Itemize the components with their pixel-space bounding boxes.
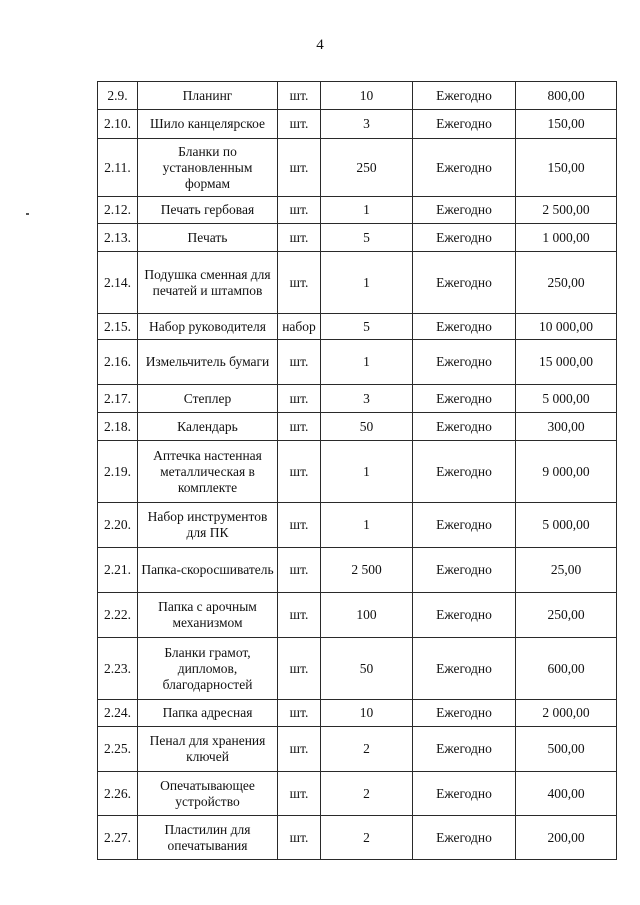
row-number-cell: 2.26. <box>98 772 138 816</box>
quantity-cell: 5 <box>321 314 413 340</box>
unit-cell: шт. <box>278 772 321 816</box>
price-cell: 9 000,00 <box>516 441 617 503</box>
table-row <box>98 197 617 224</box>
row-number-cell: 2.22. <box>98 593 138 638</box>
frequency-cell: Ежегодно <box>413 110 516 139</box>
item-name-cell: Аптечка настенная металлическая в комплекте <box>138 441 278 503</box>
quantity-cell: 1 <box>321 197 413 224</box>
unit-cell: шт. <box>278 413 321 441</box>
frequency-cell: Ежегодно <box>413 816 516 860</box>
unit-cell: шт. <box>278 110 321 139</box>
price-cell: 300,00 <box>516 413 617 441</box>
price-cell: 15 000,00 <box>516 340 617 385</box>
row-number-cell: 2.20. <box>98 503 138 548</box>
unit-cell: шт. <box>278 224 321 252</box>
price-cell: 200,00 <box>516 816 617 860</box>
item-name-cell: Папка-скоросшиватель <box>138 548 278 593</box>
frequency-cell: Ежегодно <box>413 503 516 548</box>
quantity-cell: 100 <box>321 593 413 638</box>
quantity-cell: 2 500 <box>321 548 413 593</box>
row-number-cell: 2.14. <box>98 252 138 314</box>
row-number-cell: 2.17. <box>98 385 138 413</box>
frequency-cell: Ежегодно <box>413 385 516 413</box>
row-number-cell: 2.24. <box>98 700 138 727</box>
table-row <box>98 314 617 340</box>
frequency-cell: Ежегодно <box>413 314 516 340</box>
unit-cell: шт. <box>278 593 321 638</box>
row-number-cell: 2.19. <box>98 441 138 503</box>
table-row <box>98 224 617 252</box>
price-cell: 600,00 <box>516 638 617 700</box>
frequency-cell: Ежегодно <box>413 548 516 593</box>
table-row <box>98 638 617 700</box>
row-number-cell: 2.11. <box>98 139 138 197</box>
table-row <box>98 700 617 727</box>
frequency-cell: Ежегодно <box>413 638 516 700</box>
quantity-cell: 3 <box>321 385 413 413</box>
table-row <box>98 727 617 772</box>
frequency-cell: Ежегодно <box>413 700 516 727</box>
unit-cell: шт. <box>278 816 321 860</box>
table-row <box>98 82 617 110</box>
page-number: 4 <box>316 37 324 53</box>
unit-cell: шт. <box>278 700 321 727</box>
row-number-cell: 2.27. <box>98 816 138 860</box>
price-cell: 10 000,00 <box>516 314 617 340</box>
unit-cell: шт. <box>278 548 321 593</box>
table-row <box>98 816 617 860</box>
table-row <box>98 772 617 816</box>
item-name-cell: Папка с арочным механизмом <box>138 593 278 638</box>
quantity-cell: 3 <box>321 110 413 139</box>
row-number-cell: 2.10. <box>98 110 138 139</box>
frequency-cell: Ежегодно <box>413 593 516 638</box>
unit-cell: шт. <box>278 197 321 224</box>
table-row <box>98 139 617 197</box>
quantity-cell: 1 <box>321 340 413 385</box>
price-cell: 5 000,00 <box>516 503 617 548</box>
frequency-cell: Ежегодно <box>413 197 516 224</box>
item-name-cell: Планинг <box>138 82 278 110</box>
quantity-cell: 50 <box>321 413 413 441</box>
row-number-cell: 2.15. <box>98 314 138 340</box>
item-name-cell: Измельчитель бумаги <box>138 340 278 385</box>
quantity-cell: 1 <box>321 252 413 314</box>
table-row <box>98 413 617 441</box>
price-cell: 250,00 <box>516 252 617 314</box>
unit-cell: шт. <box>278 340 321 385</box>
quantity-cell: 10 <box>321 82 413 110</box>
unit-cell: шт. <box>278 82 321 110</box>
row-number-cell: 2.23. <box>98 638 138 700</box>
quantity-cell: 2 <box>321 727 413 772</box>
table-row <box>98 340 617 385</box>
item-name-cell: Набор руководителя <box>138 314 278 340</box>
unit-cell: шт. <box>278 139 321 197</box>
unit-cell: шт. <box>278 727 321 772</box>
unit-cell: шт. <box>278 385 321 413</box>
scan-speck <box>26 213 29 215</box>
item-name-cell: Пластилин для опечатывания <box>138 816 278 860</box>
quantity-cell: 50 <box>321 638 413 700</box>
price-cell: 25,00 <box>516 548 617 593</box>
frequency-cell: Ежегодно <box>413 224 516 252</box>
row-number-cell: 2.25. <box>98 727 138 772</box>
row-number-cell: 2.12. <box>98 197 138 224</box>
item-name-cell: Печать <box>138 224 278 252</box>
quantity-cell: 1 <box>321 441 413 503</box>
item-name-cell: Подушка сменная для печатей и штампов <box>138 252 278 314</box>
item-name-cell: Степлер <box>138 385 278 413</box>
price-cell: 250,00 <box>516 593 617 638</box>
row-number-cell: 2.13. <box>98 224 138 252</box>
price-cell: 150,00 <box>516 110 617 139</box>
frequency-cell: Ежегодно <box>413 772 516 816</box>
frequency-cell: Ежегодно <box>413 413 516 441</box>
table-row <box>98 110 617 139</box>
table-row <box>98 548 617 593</box>
table-body <box>98 82 617 860</box>
price-cell: 2 500,00 <box>516 197 617 224</box>
table-row <box>98 252 617 314</box>
price-cell: 5 000,00 <box>516 385 617 413</box>
unit-cell: шт. <box>278 638 321 700</box>
item-name-cell: Бланки по установленным формам <box>138 139 278 197</box>
row-number-cell: 2.16. <box>98 340 138 385</box>
item-name-cell: Опечатывающее устройство <box>138 772 278 816</box>
table-row <box>98 503 617 548</box>
table-row <box>98 385 617 413</box>
supplies-table <box>97 81 617 860</box>
row-number-cell: 2.18. <box>98 413 138 441</box>
item-name-cell: Бланки грамот, дипломов, благодарностей <box>138 638 278 700</box>
unit-cell: шт. <box>278 252 321 314</box>
quantity-cell: 10 <box>321 700 413 727</box>
frequency-cell: Ежегодно <box>413 441 516 503</box>
quantity-cell: 2 <box>321 772 413 816</box>
price-cell: 1 000,00 <box>516 224 617 252</box>
price-cell: 2 000,00 <box>516 700 617 727</box>
item-name-cell: Пенал для хранения ключей <box>138 727 278 772</box>
quantity-cell: 1 <box>321 503 413 548</box>
unit-cell: набор <box>278 314 321 340</box>
frequency-cell: Ежегодно <box>413 340 516 385</box>
quantity-cell: 2 <box>321 816 413 860</box>
price-cell: 150,00 <box>516 139 617 197</box>
price-cell: 800,00 <box>516 82 617 110</box>
price-cell: 500,00 <box>516 727 617 772</box>
item-name-cell: Папка адресная <box>138 700 278 727</box>
table-row <box>98 593 617 638</box>
frequency-cell: Ежегодно <box>413 252 516 314</box>
item-name-cell: Шило канцелярское <box>138 110 278 139</box>
item-name-cell: Печать гербовая <box>138 197 278 224</box>
row-number-cell: 2.9. <box>98 82 138 110</box>
unit-cell: шт. <box>278 441 321 503</box>
item-name-cell: Календарь <box>138 413 278 441</box>
frequency-cell: Ежегодно <box>413 727 516 772</box>
table-row <box>98 441 617 503</box>
price-cell: 400,00 <box>516 772 617 816</box>
frequency-cell: Ежегодно <box>413 139 516 197</box>
quantity-cell: 250 <box>321 139 413 197</box>
unit-cell: шт. <box>278 503 321 548</box>
item-name-cell: Набор инструментов для ПК <box>138 503 278 548</box>
row-number-cell: 2.21. <box>98 548 138 593</box>
quantity-cell: 5 <box>321 224 413 252</box>
frequency-cell: Ежегодно <box>413 82 516 110</box>
